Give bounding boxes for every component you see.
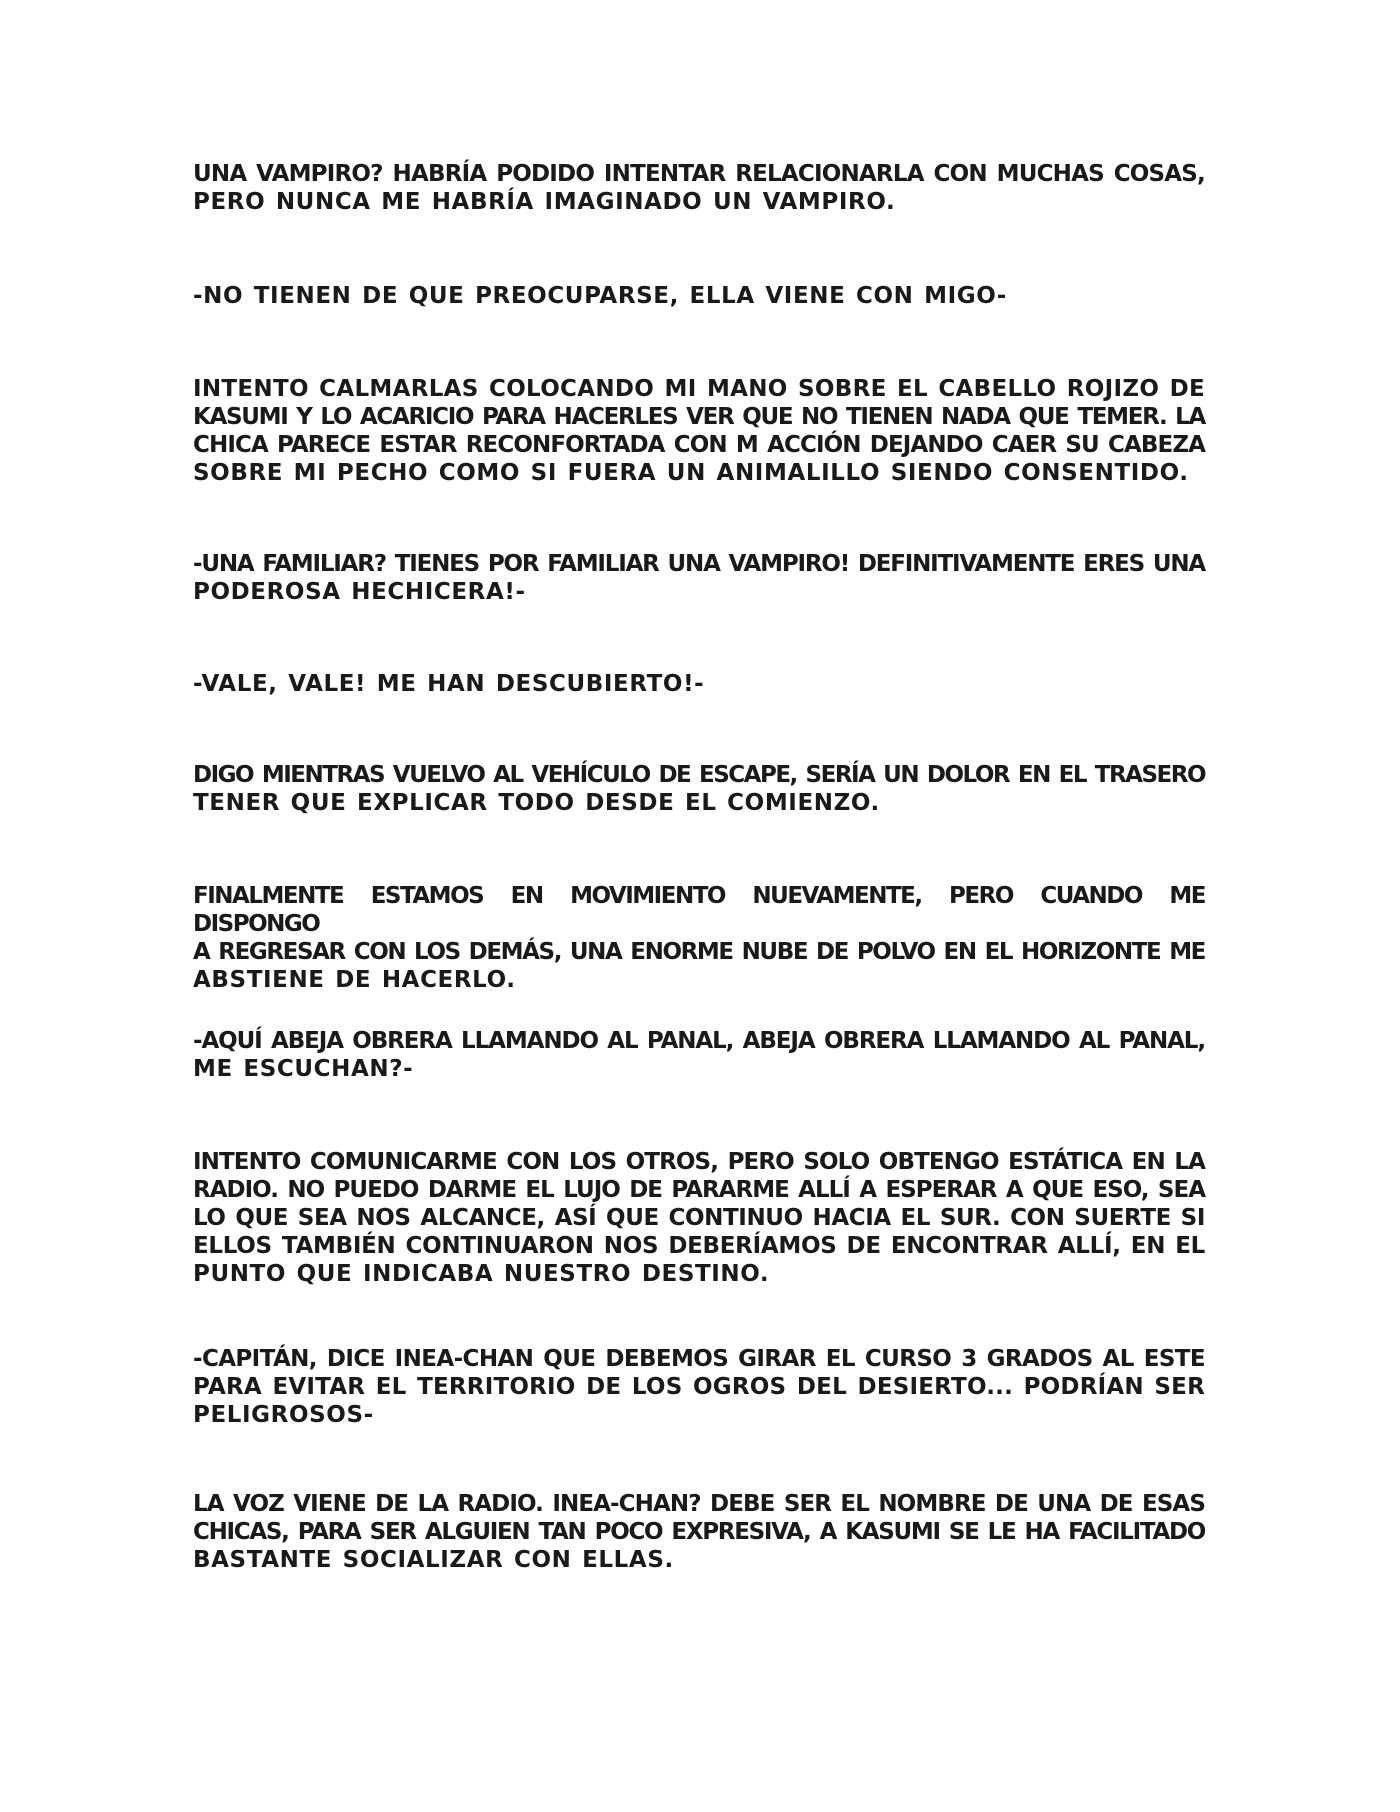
text-line: -AQUÍ ABEJA OBRERA LLAMANDO AL PANAL, ABEJA OBRERA LLAMANDO AL PANAL, [193, 1028, 1205, 1054]
text-line: -VALE, VALE! ME HAN DESCUBIERTO!- [193, 671, 705, 697]
text-line: PERO NUNCA ME HABRÍA IMAGINADO UN VAMPIRO. [193, 189, 896, 215]
text-line: DIGO MIENTRAS VUELVO AL VEHÍCULO DE ESCAPE, SERÍA UN DOLOR EN EL TRASERO [193, 762, 1205, 788]
paragraph-1 [193, 160, 1205, 216]
paragraph-3 [193, 375, 1205, 487]
text-line: ABSTIENE DE HACERLO. [193, 967, 516, 993]
text-line: TENER QUE EXPLICAR TODO DESDE EL COMIENZO. [193, 790, 880, 816]
text-line: -UNA FAMILIAR? TIENES POR FAMILIAR UNA VAMPIRO! DEFINITIVAMENTE ERES UNA [193, 551, 1205, 577]
text-line: PUNTO QUE INDICABA NUESTRO DESTINO. [193, 1261, 770, 1287]
paragraph-10-dialogue [193, 1345, 1205, 1429]
text-line: PELIGROSOS- [193, 1402, 374, 1428]
text-line: INTENTO COMUNICARME CON LOS OTROS, PERO SOLO OBTENGO ESTÁTICA EN LA [193, 1149, 1205, 1175]
text-line: ME ESCUCHAN?- [193, 1056, 414, 1082]
paragraph-2-dialogue [193, 282, 1205, 310]
text-line: RADIO. NO PUEDO DARME EL LUJO DE PARARME ALLÍ A ESPERAR A QUE ESO, SEA [193, 1177, 1205, 1203]
paragraph-9 [193, 1148, 1205, 1288]
text-line: CHICAS, PARA SER ALGUIEN TAN POCO EXPRESIVA, A KASUMI SE LE HA FACILITADO [193, 1519, 1205, 1545]
text-line: ELLOS TAMBIÉN CONTINUARON NOS DEBERÍAMOS DE ENCONTRAR ALLÍ, EN EL [193, 1233, 1205, 1259]
paragraph-8-dialogue [193, 1027, 1205, 1083]
text-line: PARA EVITAR EL TERRITORIO DE LOS OGROS DEL DESIERTO... PODRÍAN SER [193, 1374, 1205, 1400]
text-line: CHICA PARECE ESTAR RECONFORTADA CON M ACCIÓN DEJANDO CAER SU CABEZA [193, 432, 1205, 458]
text-line: SOBRE MI PECHO COMO SI FUERA UN ANIMALILLO SIENDO CONSENTIDO. [193, 460, 1189, 486]
text-line: KASUMI Y LO ACARICIO PARA HACERLES VER QUE NO TIENEN NADA QUE TEMER. LA [193, 404, 1205, 430]
paragraph-7 [193, 882, 1205, 994]
paragraph-4-dialogue [193, 550, 1205, 606]
text-line: UNA VAMPIRO? HABRÍA PODIDO INTENTAR RELACIONARLA CON MUCHAS COSAS, [193, 161, 1205, 187]
text-line: -NO TIENEN DE QUE PREOCUPARSE, ELLA VIENE CON MIGO- [193, 283, 1007, 309]
text-line: -CAPITÁN, DICE INEA-CHAN QUE DEBEMOS GIRAR EL CURSO 3 GRADOS AL ESTE [193, 1346, 1205, 1372]
text-line: LO QUE SEA NOS ALCANCE, ASÍ QUE CONTINUO HACIA EL SUR. CON SUERTE SI [193, 1205, 1205, 1231]
text-line: BASTANTE SOCIALIZAR CON ELLAS. [193, 1547, 674, 1573]
text-line: LA VOZ VIENE DE LA RADIO. INEA-CHAN? DEBE SER EL NOMBRE DE UNA DE ESAS [193, 1491, 1205, 1517]
paragraph-5-dialogue [193, 670, 1205, 698]
text-line: A REGRESAR CON LOS DEMÁS, UNA ENORME NUBE DE POLVO EN EL HORIZONTE ME [193, 939, 1205, 965]
text-line: INTENTO CALMARLAS COLOCANDO MI MANO SOBRE EL CABELLO ROJIZO DE [193, 376, 1205, 402]
text-line: PODEROSA HECHICERA!- [193, 579, 526, 605]
text-line: FINALMENTE ESTAMOS EN MOVIMIENTO NUEVAMENTE, PERO CUANDO ME DISPONGO [193, 883, 1205, 937]
paragraph-11 [193, 1490, 1205, 1574]
paragraph-6 [193, 761, 1205, 817]
